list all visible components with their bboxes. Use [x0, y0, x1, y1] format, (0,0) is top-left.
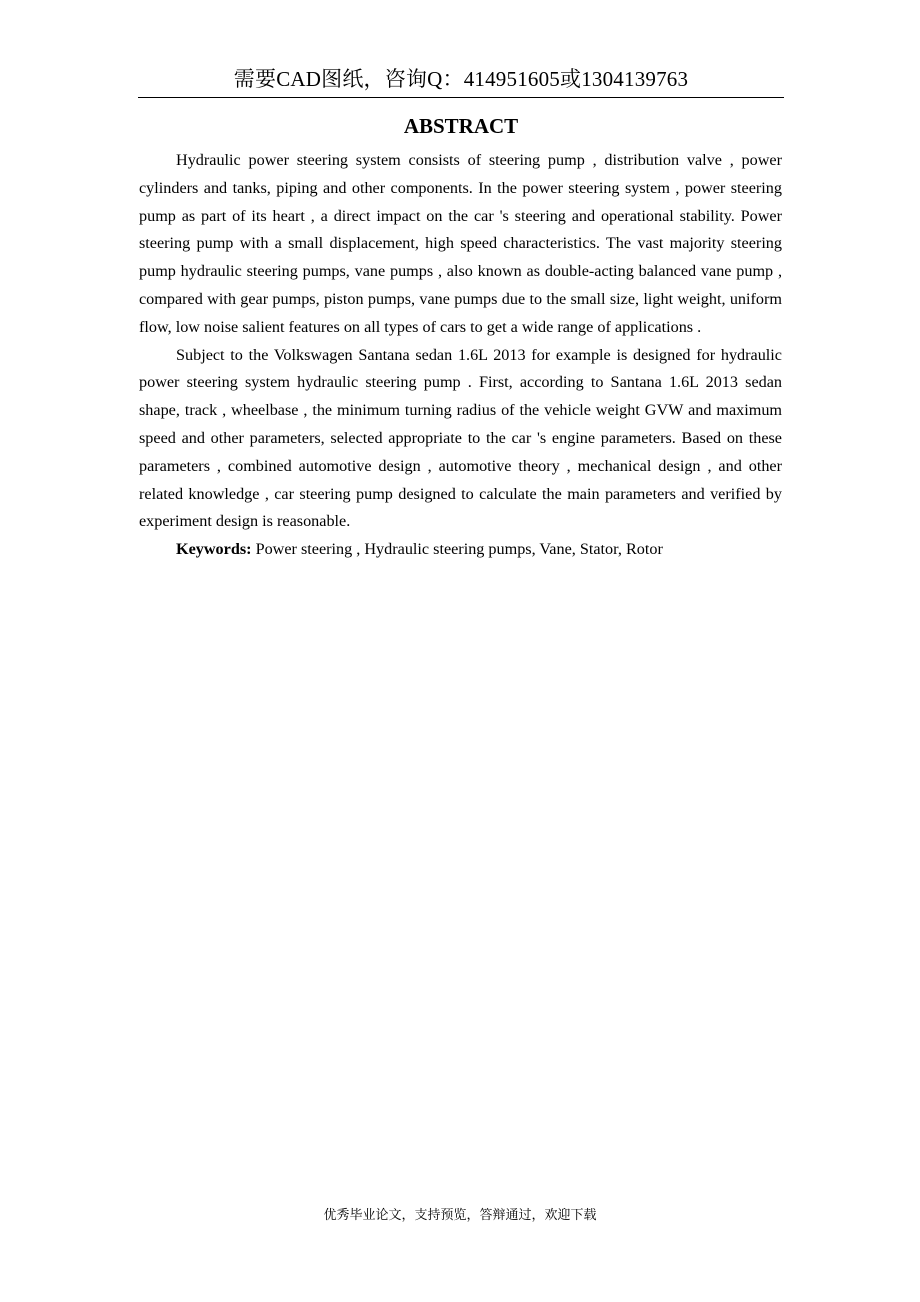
keywords-label: Keywords: — [176, 540, 252, 559]
page-header: 需要CAD图纸，咨询Q：414951605或1304139763 — [233, 67, 689, 91]
abstract-body — [139, 147, 782, 564]
keywords-line — [139, 536, 782, 564]
abstract-paragraph-2: Subject to the Volkswagen Santana sedan 1.6L 2013 for example is designed for hydraulic power steering system hydraulic steering pump . First, according to Santana 1.6L 2013 sedan shape, track , wheelbase , the minimum turning radius of the vehicle weight GVW and maximum speed and other parameters, selected appropriate to the car 's engine parameters. Based on these parameters , combined automotive design , automotive theory , mechanical design , and other related knowledge , car steering pump designed to calculate the main parameters and verified by experiment design is reasonable. — [139, 345, 782, 531]
header-divider — [138, 97, 784, 98]
keywords-list: Power steering , Hydraulic steering pumps, Vane, Stator, Rotor — [251, 540, 663, 559]
abstract-paragraph-1: Hydraulic power steering system consists of steering pump , distribution valve , power cylinders and tanks, piping and other components. In the power steering system , power steering pump as part of its heart , a direct impact on the car 's steering and operational stability. Power steering pump with a small displacement, high speed characteristics. The vast majority steering pump hydraulic steering pumps, vane pumps , also known as double-acting balanced vane pump , compared with gear pumps, piston pumps, vane pumps due to the small size, light weight, uniform flow, low noise salient features on all types of cars to get a wide range of applications . — [139, 151, 782, 336]
page-footer: 优秀毕业论文，支持预览，答辩通过，欢迎下载 — [323, 1207, 597, 1222]
abstract-title: ABSTRACT — [403, 114, 519, 138]
